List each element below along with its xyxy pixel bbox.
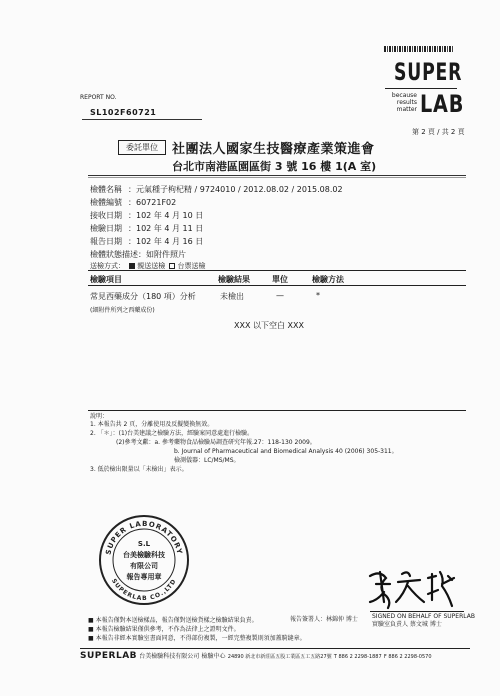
- received-date-label: 接收日期: [90, 211, 122, 220]
- report-no: SL102F60721: [90, 108, 157, 117]
- received-date-row: 接收日期 ：102 年 4 月 10 日: [90, 211, 204, 220]
- sample-state-value: 如附件照片: [146, 250, 186, 259]
- report-no-underline: [82, 119, 202, 120]
- report-no-label: REPORT NO.: [80, 94, 117, 101]
- note-line-6: 3. 低於檢出限量以「未檢出」表示。: [90, 466, 188, 473]
- table-top-rule: [88, 270, 466, 271]
- table-header-rule: [88, 285, 466, 286]
- header-rule-thin: [88, 177, 466, 178]
- sample-id-row: 檢體編號 ：60721F02: [90, 198, 177, 207]
- report-signer: 報告簽署人：林錦仲 博士: [290, 616, 358, 623]
- tested-date-value: 102 年 4 月 11 日: [136, 224, 204, 233]
- org-address: 台北市南港區園區街 3 號 16 樓 1(A 室): [172, 160, 377, 173]
- submission-method-label: 送檢方式: [90, 262, 118, 270]
- brand-logo-bottom: LAB: [420, 90, 465, 118]
- signed-on-behalf-line-2: 實驗室負責人 蔡文城 博士: [372, 621, 442, 628]
- submission-method-row: 送檢方式： 親送送檢 台票送檢: [90, 262, 206, 270]
- report-date-label: 報告日期: [90, 237, 122, 246]
- footer-tel: T 886 2 2298-1887: [333, 654, 382, 660]
- blank-below-note: XXX 以下空白 XXX: [234, 321, 304, 330]
- org-name: 社團法人國家生技醫療產業策進會: [172, 142, 375, 157]
- note-line-3: (2)參考文獻：a. 參考藥物食品檢驗局調查研究年報.27：118-130 2009。: [116, 439, 316, 446]
- brand-tagline: [387, 92, 417, 113]
- report-date-row: 報告日期 ：102 年 4 月 16 日: [90, 237, 204, 246]
- client-stamp-box: 委託單位: [118, 140, 166, 155]
- footer-brand: SUPERLAB: [80, 651, 138, 661]
- method-checkbox-checked: [129, 263, 135, 269]
- tested-date-row: 檢驗日期 ：102 年 4 月 11 日: [90, 224, 204, 233]
- note-line-1: 1. 本報告共 2 頁，分離使用及反擬變換無效。: [90, 421, 214, 428]
- report-date-value: 102 年 4 月 16 日: [136, 237, 204, 246]
- seal-center-4: 報告專用章: [126, 573, 162, 581]
- sample-id-label: 檢體編號: [90, 198, 122, 207]
- tagline-1: because: [391, 92, 417, 99]
- table-cell-item: 常見西藥成分（180 項）分析: [90, 292, 196, 301]
- notes-rule: [88, 410, 466, 411]
- footer-center: 檢驗中心: [201, 653, 226, 660]
- table-header-unit: 單位: [272, 275, 288, 284]
- note-line-2: 2. 「＊」：(1)台美建議之檢驗方法，經驗案同意處進行檢驗。: [90, 430, 254, 437]
- signed-on-behalf-line-1: SIGNED ON BEHALF OF SUPERLAB: [372, 613, 475, 620]
- footer-note-3: ■ 本報告非經本實驗室書面同意，不得部份複製，一經完整複製則須加蓋騎縫章。: [88, 635, 306, 642]
- footer-fax: F 886 2 2298-0570: [383, 654, 432, 660]
- footer-company: 台美檢驗科技有限公司: [139, 653, 200, 660]
- sample-name-row: 檢體名稱 ：元氣種子枸杞精 / 9724010 / 2012.08.02 / 2015.08.02: [90, 185, 343, 194]
- table-header-method: 檢驗方法: [312, 275, 344, 284]
- tested-date-label: 檢驗日期: [90, 224, 122, 233]
- sample-id-value: 60721F02: [136, 198, 177, 207]
- method-option-2: 台票送檢: [177, 262, 206, 270]
- signed-on-behalf: [372, 613, 475, 629]
- seal-center-2: 台美檢驗科技: [123, 551, 165, 559]
- company-seal-stamp: [98, 514, 190, 606]
- table-header-result: 檢驗結果: [218, 275, 250, 284]
- seal-bottom-text: SUPERLAB CO.,LTD: [110, 577, 178, 603]
- table-cell-unit: —: [276, 291, 284, 300]
- sample-name-value: 元氣種子枸杞精 / 9724010 / 2012.08.02 / 2015.08.02: [136, 185, 343, 194]
- seal-center-1: S.L: [137, 540, 151, 548]
- seal-top-text: SUPER LABORATORY: [104, 519, 184, 556]
- note-line-5: 檢測儀器：LC/MS/MS。: [174, 457, 240, 464]
- brand-logo-top: SUPER: [394, 58, 463, 86]
- notes-title: 說明：: [90, 413, 109, 420]
- received-date-value: 102 年 4 月 10 日: [136, 211, 204, 220]
- table-header-item: 檢驗項目: [90, 275, 122, 284]
- handwritten-signature: [362, 564, 462, 614]
- tagline-3: matter: [396, 106, 417, 113]
- header-rule: [88, 175, 466, 176]
- signature-line: [370, 611, 464, 612]
- sample-state-row: 檢體狀態描述：如附件照片: [90, 250, 186, 259]
- method-option-1: 親送送檢: [137, 262, 166, 270]
- table-row-note: (細附件所列之西藥成份): [90, 307, 155, 314]
- method-checkbox-empty: [169, 263, 175, 269]
- footer-note-2: ■ 本報告檢驗結果僅供參考，不作為法律上之證明文件。: [88, 626, 240, 633]
- footer-address: 24890 新北市新莊區五股工業區五工五路27號: [227, 654, 332, 660]
- brand-logo-divider: [385, 88, 457, 89]
- note-line-4: b. Journal of Pharmaceutical and Biomedical Analysis 40 (2006) 305-311。: [174, 448, 398, 455]
- sample-name-label: 檢體名稱: [90, 185, 122, 194]
- sample-state-label: 檢體狀態描述: [90, 250, 138, 259]
- tagline-2: results: [396, 99, 417, 106]
- table-cell-method: *: [316, 291, 320, 300]
- page-count: 第 2 頁 / 共 2 頁: [412, 128, 465, 136]
- table-cell-result: 未檢出: [220, 292, 244, 301]
- seal-center-3: 有限公司: [130, 562, 158, 570]
- footer-note-1: ■ 本報告僅對本送檢樣品，報告僅對送檢貨樣之檢驗結果負責。: [88, 617, 258, 624]
- footer-bar: [80, 648, 470, 660]
- header-barcode: [384, 46, 454, 52]
